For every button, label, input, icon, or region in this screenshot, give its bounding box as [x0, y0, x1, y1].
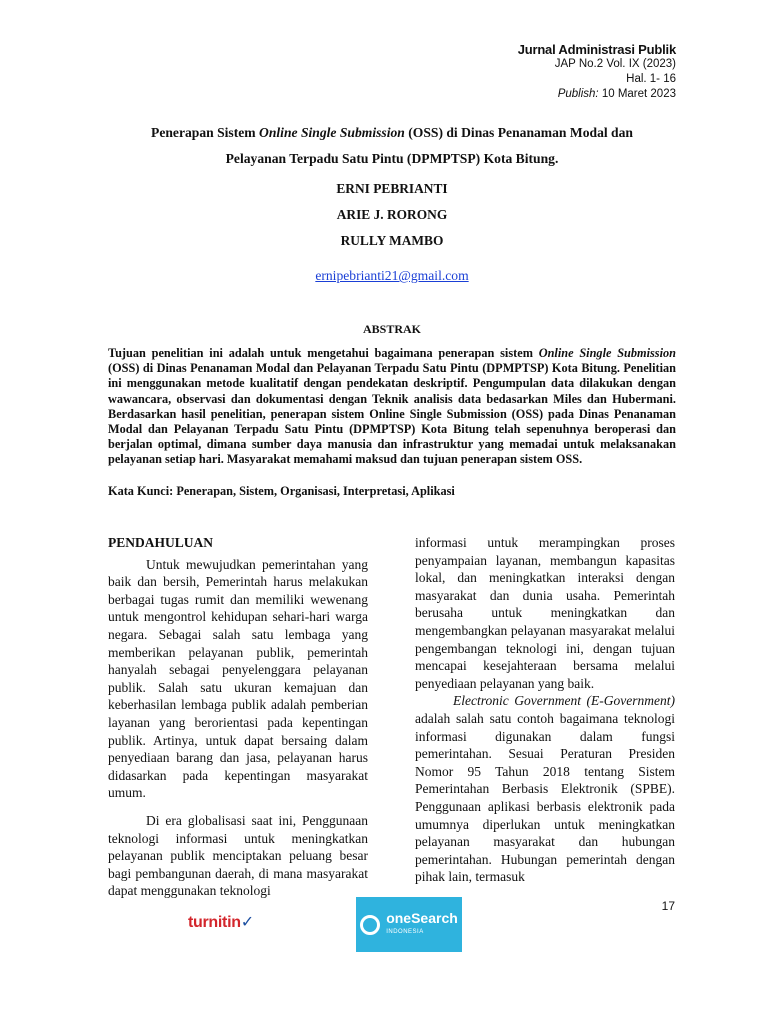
abstract-heading: ABSTRAK: [362, 322, 421, 336]
turnitin-text: turnitin: [188, 914, 241, 931]
onesearch-text: [386, 911, 458, 939]
paragraph: Untuk mewujudkan pemerintahan yang baik dan bersih, Pemerintah harus melakukan berbagai tugas rumit dan memiliki wewenang untuk mengontrol kehidupan sehari-hari warga negara. Sebagai salah satu lembaga yang memberikan pelayanan publik, pemerintah hanyalah sebagai penyelenggara pelayanan publik. Salah satu ukuran kemajuan dan keberhasilan lembaga publik adalah pemberian layanan yang berorientasi pada kepentingan publik. Artinya, untuk dapat bersaing dalam penyediaan barang dan jasa, pelayanan harus didasarkan pada kepentingan masyarakat umum.: [108, 556, 368, 801]
publish-label: Publish:: [557, 88, 599, 100]
abstract-part2: (OSS) di Dinas Penanaman Modal dan Pelayanan Terpadu Satu Pintu (DPMPTSP) Kota Bitung. Penelitian ini menggunakan metode kualitatif dengan pendekatan deskriptif. Pengumpulan data dilakukan dengan wawancara, observasi dan dokumentasi dengan Teknik analisis data bedasarkan Miles dan Hubermani. Berdasarkan hasil penelitian, penerapan sistem Online Single Submission (OSS) pada Dinas Penanaman Modal dan Pelayanan Terpadu Satu Pintu (DPMPTSP) Kota Bitung telah sepenuhnya beroperasi dan berjalan optimal, dimana sumber daya manusia dan infrastruktur yang memadai untuk melaksanakan pelayanan setiap hari. Masyarakat memahami maksud dan tujuan penerapan sistem OSS.: [108, 361, 676, 467]
paragraph: informasi untuk merampingkan proses penyampaian layanan, membangun kapasitas lokal, dan meningkatkan interaksi dengan masyarakat dan dunia usaha. Pemerintah berusaha untuk meningkatkan dan mengembangkan pelayanan masyarakat melalui pengembangan teknologi ini, dengan tujuan mencapai kesejahteraan bersama melalui penyediaan pelayanan yang baik.: [415, 535, 675, 691]
abstract-part1: Tujuan penelitian ini adalah untuk mengetahui bagaimana penerapan sistem: [108, 346, 539, 360]
title-part2: (OSS) di Dinas Penanaman Modal dan: [404, 125, 633, 140]
author-email: [108, 268, 676, 284]
title-italic: Online Single Submission: [259, 125, 405, 140]
onesearch-circle-icon: [360, 915, 380, 935]
author: RULLY MAMBO: [340, 233, 444, 248]
publish-line: [518, 87, 676, 102]
journal-pages: Hal. 1- 16: [626, 73, 676, 85]
turnitin-check-icon: ✓: [240, 914, 254, 931]
onesearch-name: oneSearch: [386, 909, 458, 926]
keywords: Kata Kunci: Penerapan, Sistem, Organisasi, Interpretasi, Aplikasi: [108, 484, 455, 498]
email-link[interactable]: ernipebrianti21@gmail.com: [315, 268, 469, 283]
journal-volume: JAP No.2 Vol. IX (2023): [554, 58, 676, 70]
left-column: [108, 534, 368, 900]
paper-title: [108, 120, 676, 172]
onesearch-sub: INDONESIA: [386, 928, 424, 935]
turnitin-logo: [188, 912, 254, 932]
right-column: [415, 534, 675, 886]
publish-date: 10 Maret 2023: [601, 88, 676, 100]
paragraph: [415, 692, 675, 886]
paragraph-rest: adalah salah satu contoh bagaimana teknologi informasi digunakan dalam fungsi pemerintahan. Sesuai Peraturan Presiden Nomor 95 Tahun 2018 tentang Sistem Pemerintahan Berbasis Elektronik (SPBE). Penggunaan aplikasi berbasis elektronik pada umumnya diperlukan untuk meningkatkan pelayanan masyarakat dan hubungan pemerintahan. Hubungan pemerintah dengan pihak lain, termasuk: [415, 710, 675, 885]
title-line2: Pelayanan Terpadu Satu Pintu (DPMPTSP) Kota Bitung.: [225, 151, 559, 166]
paragraph: Di era globalisasi saat ini, Penggunaan teknologi informasi untuk meningkatkan pelayanan publik menciptakan peluang besar bagi pembangunan daerah, di mana masyarakat dapat menggunakan teknologi: [108, 812, 368, 899]
author: ARIE J. RORONG: [336, 207, 448, 222]
page-number: 17: [661, 899, 675, 913]
abstract-italic: Online Single Submission: [538, 346, 676, 360]
abstract-text: [108, 346, 676, 468]
author: ERNI PEBRIANTI: [336, 181, 448, 196]
egov-term: Electronic Government (E-Government): [453, 693, 675, 709]
section-title: PENDAHULUAN: [108, 535, 214, 550]
journal-header: [518, 42, 676, 102]
onesearch-logo: [356, 897, 462, 952]
author-list: [108, 176, 676, 254]
journal-name: Jurnal Administrasi Publik: [517, 42, 676, 57]
title-part1: Penerapan Sistem: [151, 125, 260, 140]
